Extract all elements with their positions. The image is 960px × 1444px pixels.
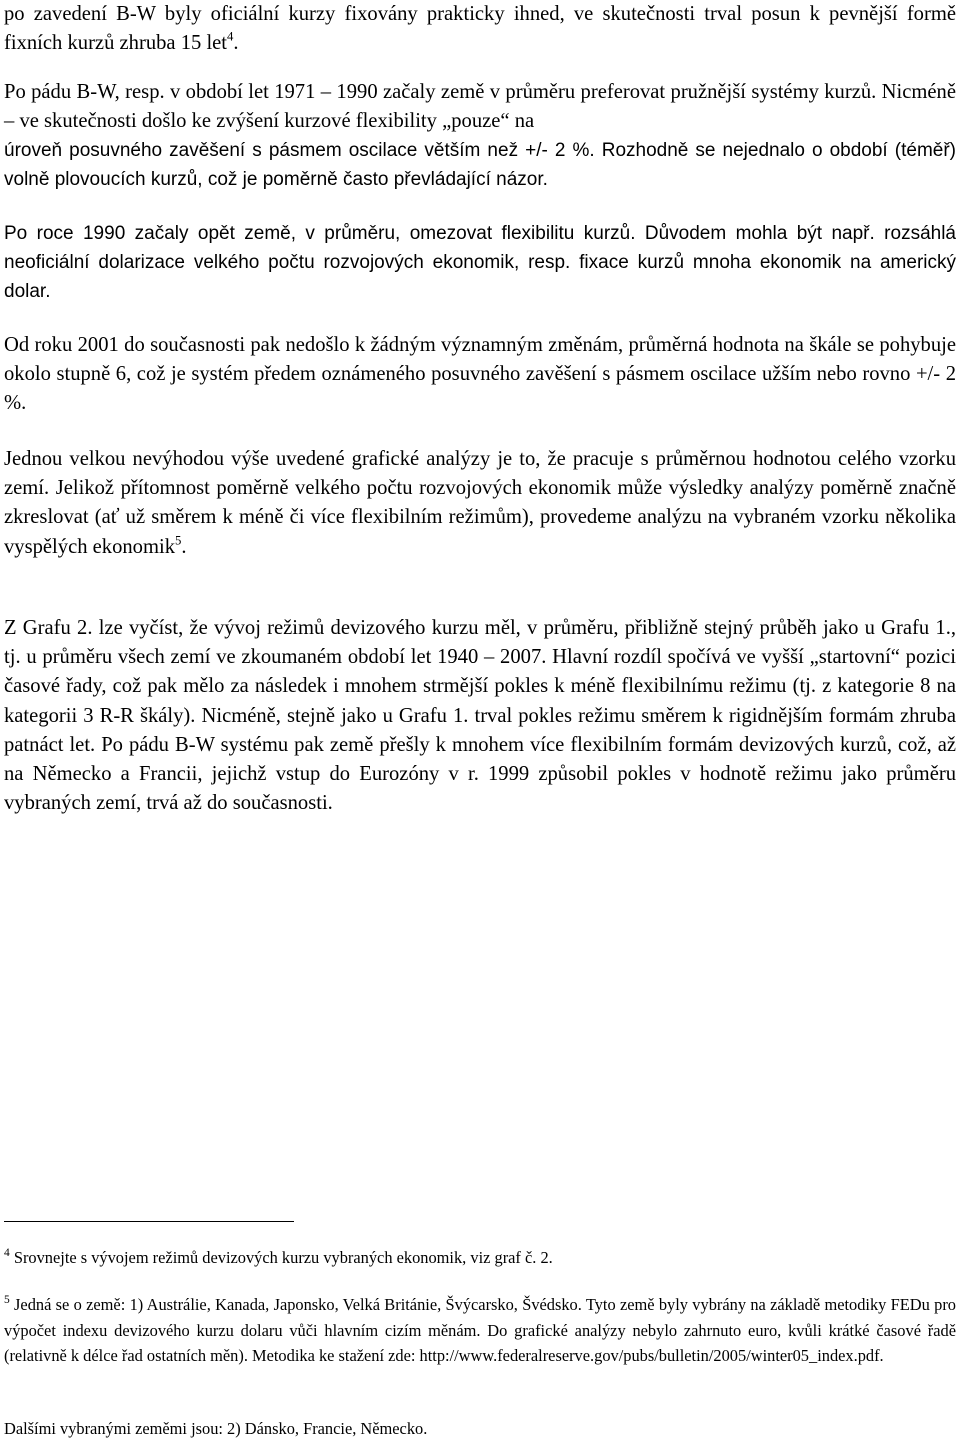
paragraph-text: po zavedení B-W byly oficiální kurzy fixovány prakticky ihned, ve skutečnosti trval posun k pevnější formě fixních kurzů zhruba 15 let [4, 3, 956, 55]
footnote-extra [4, 1416, 956, 1442]
footnote-text: Srovnejte s vývojem režimů devizových kurzu vybraných ekonomik, viz graf č. 2. [9, 1248, 553, 1267]
footnote-ref-5[interactable]: 5 [175, 533, 182, 548]
paragraph-text: Z Grafu 2. lze vyčíst, že vývoj režimů devizového kurzu měl, v průměru, přibližně stejný průběh jako u Grafu 1., tj. u průměru všech zemí ve zkoumaném období let 1940 – 2007. Hlavní rozdíl spočívá ve vyšší „startovní“ pozici časové řady, což pak mělo za následek i mnohem strmější pokles k méně flexibilnímu režimu (tj. z kategorie 8 na kategorii 3 R-R škály). Nicméně, stejně jako u Grafu 1. trval pokles režimu směrem k rigidnějším formám zhruba patnáct let. Po pádu B-W systému pak země přešly k mnohem více flexibilním formám devizových kurzů, což, až na Německo a Francii, jejichž vstup do Eurozóny v r. 1999 způsobil pokles v hodnotě režimu jako průměru vybraných zemí, trvá až do současnosti. [4, 617, 956, 815]
paragraph-bw-fixation [4, 0, 956, 58]
paragraph-since-2001 [4, 331, 956, 419]
paragraph-end: . [181, 535, 187, 558]
paragraph-text: Po roce 1990 začaly opět země, v průměru, omezovat flexibilitu kurzů. Důvodem mohla být např. rozsáhlá neoficiální dolarizace velkého počtu rozvojových ekonomik, resp. fixace kurzů mnoha ekonomik na americký dolar. [4, 223, 956, 303]
footnote-number: 5 [4, 1294, 10, 1307]
footnote-text: Jedná se o země: 1) Austrálie, Kanada, Japonsko, Velká Británie, Švýcarsko, Švédsko. Tyto země byly vybrány na základě metodiky FEDu pro výpočet indexu devizového kurzu dolaru vůči hlavním cizím měnám. Do grafické analýzy nebylo zahrnuto euro, kvůli krátké časové řadě (relativně k délce řad ostatních měn). Metodika ke stažení zde: http://www.federalreserve.gov/pubs/bulletin/2005/winter05_index.pdf. [4, 1295, 956, 1365]
paragraph-after-bw-continued [4, 136, 956, 194]
paragraph-text: Po pádu B-W, resp. v období let 1971 – 1990 začaly země v průměru preferovat pružnější systémy kurzů. Nicméně – ve skutečnosti došlo ke zvýšení kurzové flexibility „pouze“ na [4, 81, 956, 133]
paragraph-analysis-drawback [4, 445, 956, 562]
paragraph-after-bw [4, 78, 956, 136]
footnote-text: Dalšími vybranými zeměmi jsou: 2) Dánsko, Francie, Německo. [4, 1419, 428, 1438]
footnote-5 [4, 1292, 956, 1369]
paragraph-end: . [233, 32, 239, 55]
paragraph-text: Jednou velkou nevýhodou výše uvedené grafické analýzy je to, že pracuje s průměrnou hodnotou celého vzorku zemí. Jelikož přítomnost poměrně velkého počtu rozvojových ekonomik může výsledky analýzy poměrně značně zkreslovat (ať už směrem k méně či více flexibilním režimům), provedeme analýzu na vybraném vzorku několika vyspělých ekonomik [4, 448, 956, 558]
footnote-number: 4 [4, 1247, 10, 1260]
paragraph-text: Od roku 2001 do současnosti pak nedošlo k žádným významným změnám, průměrná hodnota na škále se pohybuje okolo stupně 6, což je systém předem oznámeného posuvného zavěšení s pásmem oscilace užším nebo rovno +/- 2 %. [4, 334, 956, 415]
footnote-4 [4, 1245, 956, 1271]
footnote-separator [4, 1221, 294, 1222]
paragraph-after-1990 [4, 219, 956, 307]
footnote-ref-4[interactable]: 4 [227, 29, 234, 44]
paragraph-text: úroveň posuvného zavěšení s pásmem oscilace větším než +/- 2 %. Rozhodně se nejednalo o období (téměř) volně plovoucích kurzů, což je poměrně často převládající názor. [4, 140, 956, 191]
paragraph-graf-2 [4, 614, 956, 818]
